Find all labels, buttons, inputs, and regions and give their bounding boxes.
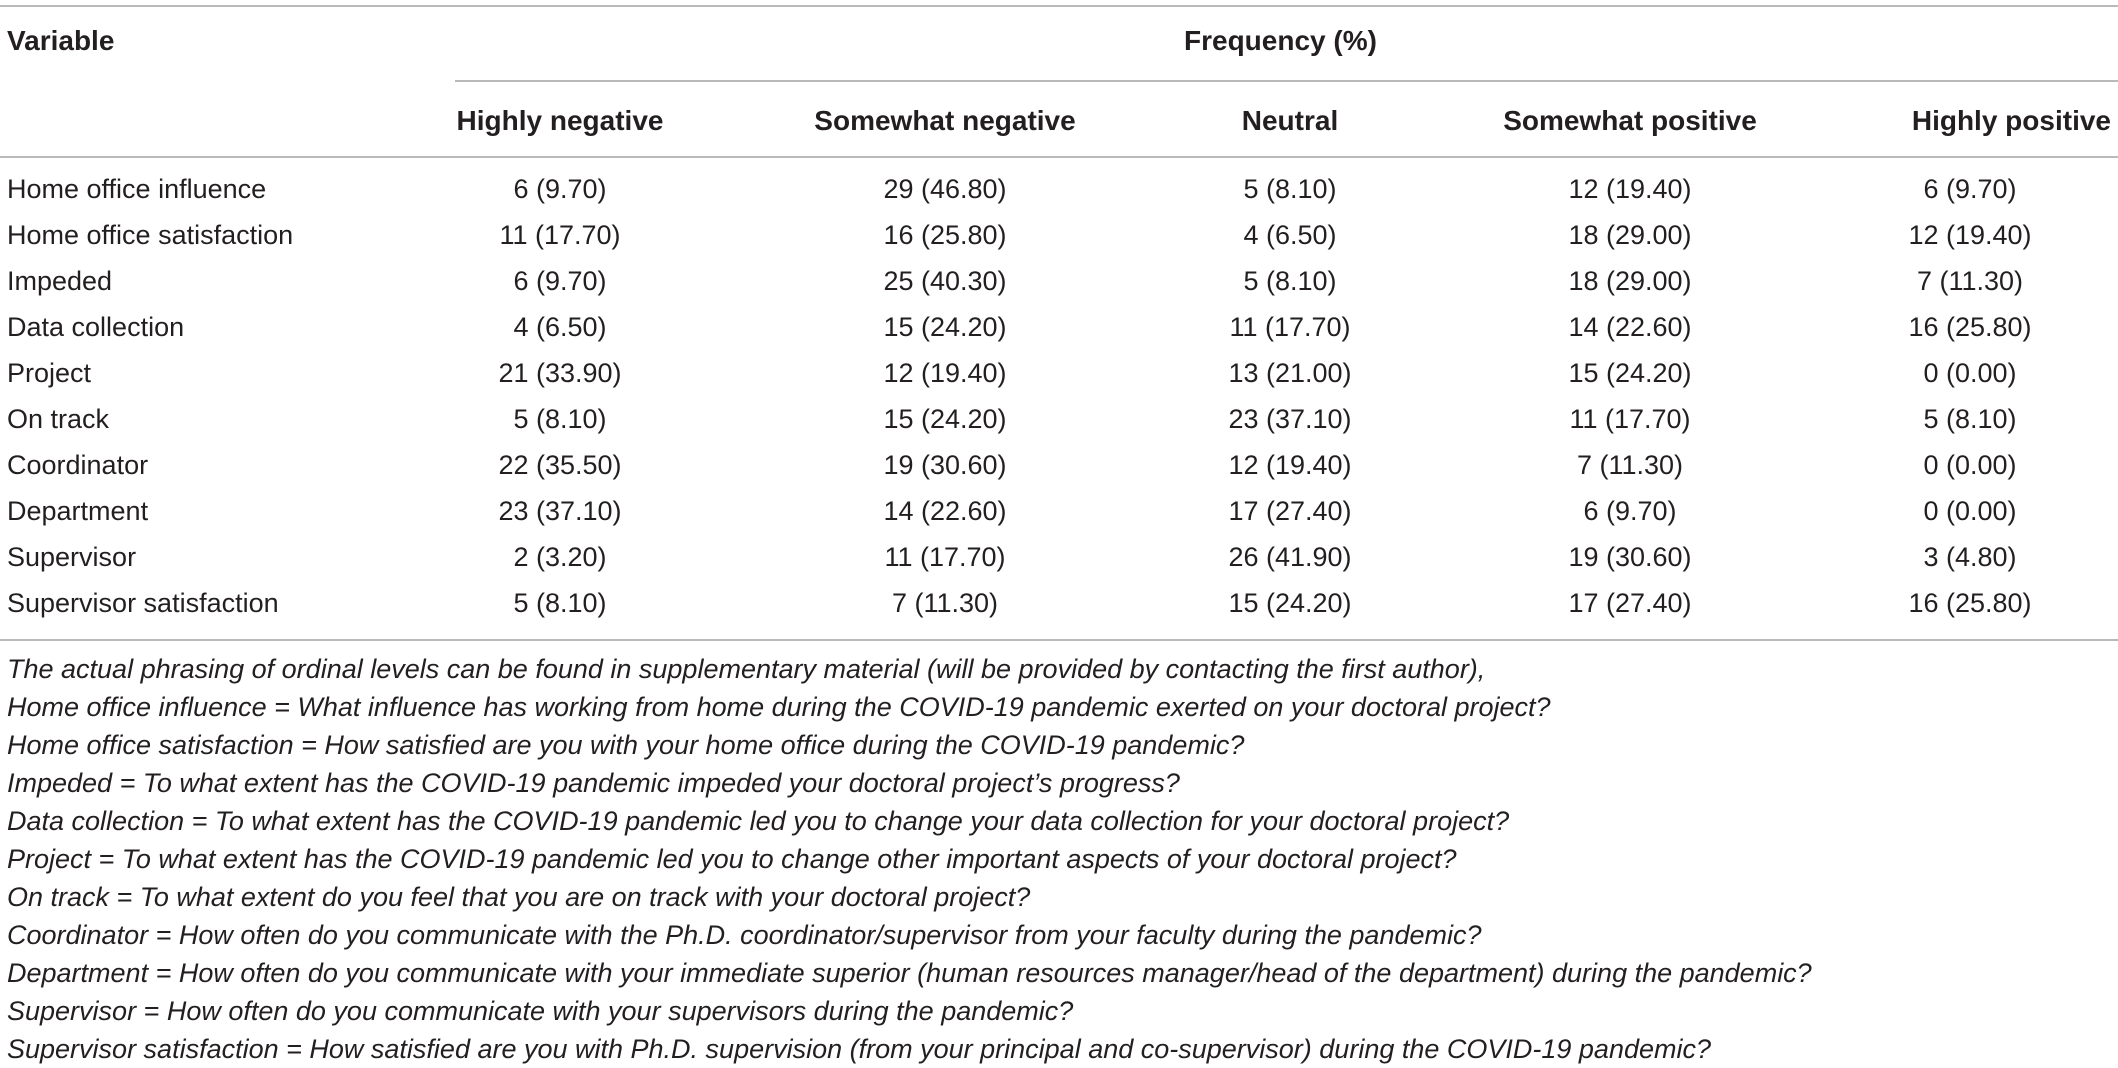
cell-highly-positive: 0 (0.00) (1923, 358, 2017, 388)
cell-somewhat-negative: 15 (24.20) (883, 312, 1007, 342)
header-bottom-rule (0, 156, 2118, 158)
cell-highly-negative: 4 (6.50) (513, 312, 607, 342)
cell-neutral: 12 (19.40) (1228, 450, 1352, 480)
row-variable: Supervisor (7, 542, 137, 572)
row-variable: Home office influence (7, 174, 267, 204)
cell-highly-negative: 23 (37.10) (498, 496, 622, 526)
footnote-line: Data collection = To what extent has the COVID-19 pandemic led you to change your data collection for your doctoral project? (7, 806, 1510, 836)
cell-highly-positive: 12 (19.40) (1908, 220, 2032, 250)
cell-somewhat-positive: 18 (29.00) (1568, 220, 1692, 250)
cell-highly-negative: 6 (9.70) (513, 174, 607, 204)
table-row (0, 536, 2118, 582)
row-variable: On track (7, 404, 110, 434)
cell-somewhat-positive: 17 (27.40) (1568, 588, 1692, 618)
table-body (0, 168, 2118, 628)
footnote-line: Home office satisfaction = How satisfied are you with your home office during the COVID-19 pandemic? (7, 730, 1245, 760)
table-row (0, 582, 2118, 628)
cell-neutral: 26 (41.90) (1228, 542, 1352, 572)
cell-highly-negative: 11 (17.70) (499, 220, 621, 250)
cell-highly-positive: 6 (9.70) (1923, 174, 2017, 204)
table-row (0, 306, 2118, 352)
cell-somewhat-negative: 14 (22.60) (883, 496, 1007, 526)
footnote-line: Supervisor = How often do you communicate with your supervisors during the pandemic? (7, 996, 1074, 1026)
cell-highly-positive: 16 (25.80) (1908, 312, 2032, 342)
cell-somewhat-positive: 19 (30.60) (1568, 542, 1692, 572)
cell-highly-positive: 0 (0.00) (1923, 450, 2017, 480)
table-row (0, 490, 2118, 536)
column-header-highly-positive: Highly positive (1911, 105, 2111, 136)
table-row (0, 260, 2118, 306)
footnote-line: Project = To what extent has the COVID-19 pandemic led you to change other important aspects of your doctoral project? (7, 844, 1457, 874)
row-variable: Impeded (7, 266, 113, 296)
cell-somewhat-negative: 29 (46.80) (883, 174, 1007, 204)
cell-highly-negative: 22 (35.50) (498, 450, 622, 480)
cell-somewhat-negative: 16 (25.80) (883, 220, 1007, 250)
frequency-group-header: Frequency (%) (1184, 25, 1377, 56)
cell-neutral: 23 (37.10) (1228, 404, 1352, 434)
row-variable: Project (7, 358, 92, 388)
table-row (0, 214, 2118, 260)
cell-highly-negative: 6 (9.70) (513, 266, 607, 296)
row-variable: Coordinator (7, 450, 149, 480)
cell-somewhat-negative: 15 (24.20) (883, 404, 1007, 434)
variable-column-header: Variable (7, 25, 115, 56)
cell-highly-negative: 2 (3.20) (513, 542, 607, 572)
cell-highly-negative: 21 (33.90) (498, 358, 622, 388)
cell-highly-positive: 3 (4.80) (1923, 542, 2017, 572)
column-header-somewhat-positive: Somewhat positive (1503, 105, 1757, 136)
table-row (0, 444, 2118, 490)
row-variable: Home office satisfaction (7, 220, 294, 250)
cell-neutral: 11 (17.70) (1229, 312, 1351, 342)
row-variable: Supervisor satisfaction (7, 588, 279, 618)
cell-highly-negative: 5 (8.10) (513, 588, 607, 618)
cell-highly-positive: 16 (25.80) (1908, 588, 2032, 618)
column-header-highly-negative: Highly negative (456, 105, 664, 136)
cell-somewhat-negative: 11 (17.70) (884, 542, 1006, 572)
cell-somewhat-positive: 12 (19.40) (1568, 174, 1692, 204)
footnote-line: Department = How often do you communicate with your immediate superior (human resources manager/head of the department) during the pandemic? (7, 958, 1812, 988)
cell-neutral: 5 (8.10) (1243, 266, 1337, 296)
cell-somewhat-positive: 18 (29.00) (1568, 266, 1692, 296)
table-bottom-rule (0, 639, 2118, 641)
cell-highly-positive: 0 (0.00) (1923, 496, 2017, 526)
column-header-somewhat-negative: Somewhat negative (814, 105, 1076, 136)
frequency-group-rule (455, 80, 2118, 82)
cell-somewhat-positive: 11 (17.70) (1569, 404, 1691, 434)
footnote-line: Impeded = To what extent has the COVID-19 pandemic impeded your doctoral project’s progress? (7, 768, 1180, 798)
row-variable: Department (7, 496, 149, 526)
cell-somewhat-positive: 6 (9.70) (1583, 496, 1677, 526)
column-header-neutral: Neutral (1241, 105, 1339, 136)
footnote-line: The actual phrasing of ordinal levels can be found in supplementary material (will be provided by contacting the first author), (7, 654, 1486, 684)
cell-neutral: 4 (6.50) (1243, 220, 1337, 250)
cell-somewhat-negative: 12 (19.40) (883, 358, 1007, 388)
cell-neutral: 13 (21.00) (1228, 358, 1352, 388)
row-variable: Data collection (7, 312, 185, 342)
cell-somewhat-negative: 19 (30.60) (883, 450, 1007, 480)
cell-neutral: 17 (27.40) (1228, 496, 1352, 526)
table-row (0, 168, 2118, 214)
cell-highly-positive: 7 (11.30) (1916, 266, 2024, 296)
table-footnotes (7, 650, 2107, 1068)
cell-somewhat-positive: 14 (22.60) (1568, 312, 1692, 342)
cell-neutral: 5 (8.10) (1243, 174, 1337, 204)
cell-highly-negative: 5 (8.10) (513, 404, 607, 434)
footnote-line: On track = To what extent do you feel that you are on track with your doctoral project? (7, 882, 1031, 912)
table-row (0, 352, 2118, 398)
cell-somewhat-negative: 7 (11.30) (891, 588, 999, 618)
cell-somewhat-positive: 7 (11.30) (1576, 450, 1684, 480)
cell-neutral: 15 (24.20) (1228, 588, 1352, 618)
footnote-line: Home office influence = What influence has working from home during the COVID-19 pandemic exerted on your doctoral project? (7, 692, 1551, 722)
cell-highly-positive: 5 (8.10) (1923, 404, 2017, 434)
table-row (0, 398, 2118, 444)
cell-somewhat-positive: 15 (24.20) (1568, 358, 1692, 388)
cell-somewhat-negative: 25 (40.30) (883, 266, 1007, 296)
table-top-rule (0, 5, 2118, 7)
footnote-line: Supervisor satisfaction = How satisfied are you with Ph.D. supervision (from your principal and co-supervisor) during the COVID-19 pandemic? (7, 1034, 1712, 1064)
footnote-line: Coordinator = How often do you communicate with the Ph.D. coordinator/supervisor from your faculty during the pandemic? (7, 920, 1482, 950)
